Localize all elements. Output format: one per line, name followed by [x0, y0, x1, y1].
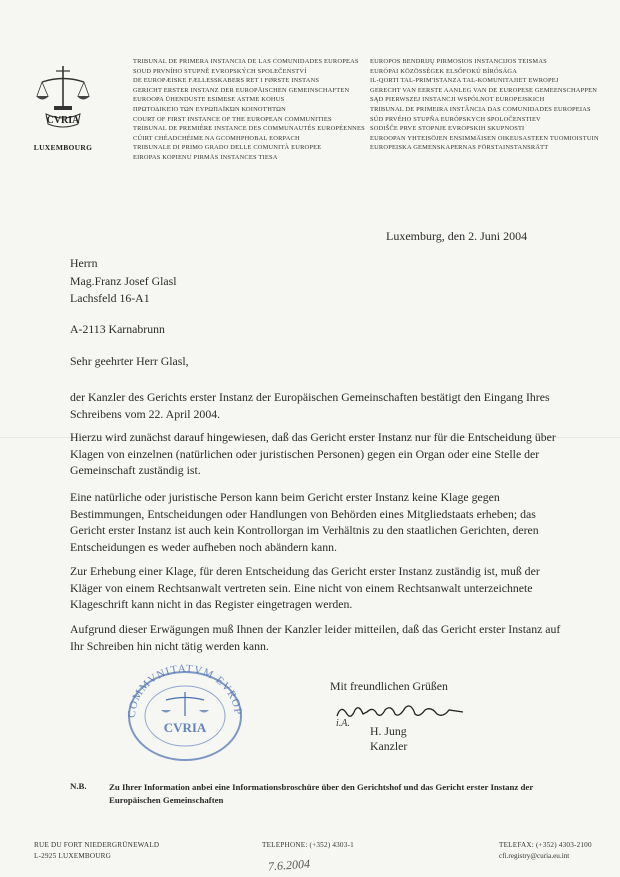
court-name-line: IL-QORTI TAL-PRIM'ISTANZA TAL-KOMUNITAJIET EWROPEJ — [370, 77, 559, 85]
fold-line — [0, 437, 620, 438]
phone-number: TELEPHONE: (+352) 4303-1 — [262, 841, 354, 849]
court-names-right — [370, 57, 599, 153]
recipient-line: Mag.Franz Josef Glasl — [70, 273, 177, 288]
court-name-line: SOUD PRVNÍHO STUPNĚ EVROPSKÝCH SPOLEČENSTVÍ — [133, 67, 307, 75]
recipient-line: Herrn — [70, 256, 98, 270]
court-name-line: SĄD PIERWSZEJ INSTANCJI WSPÓLNOT EUROPEJSKICH — [370, 96, 545, 104]
nb-text: Zu Ihrer Information anbei eine Informationsbroschüre über den Gerichtshof und das Gericht erster Instanz der Europäischen Gemeinschaften — [109, 782, 534, 805]
body-paragraph: Eine natürliche oder juristische Person kann beim Gericht erster Instanz keine Klage gegen Bestimmungen, Entscheidungen oder Handlungen von Behörden eines Mitgliedstaats erheben; das Gericht erster Instanz ist auch kein Kontrollorgan im Verhältnis zu den staatlichen Gerichten, deren Entscheidungen es weder aufheben noch abändern kann. — [70, 490, 539, 554]
body-paragraph: Hierzu wird zunächst darauf hingewiesen, daß das Gericht erster Instanz nur für die Entscheidung über Klagen von einzelnen (natürlichen oder juristischen Personen) gegen ein Organ oder eine Stelle der Gemeinschaft zuständig ist. — [70, 430, 556, 477]
closing: Mit freundlichen Grüßen — [330, 679, 448, 693]
body-paragraph: Aufgrund dieser Erwägungen muß Ihnen der Kanzler leider mitteilen, daß das Gericht erster Instanz auf Ihr Schreiben hin nicht tätig werden kann. — [70, 622, 561, 653]
recipient-city: A-2113 Karnabrunn — [70, 321, 165, 336]
court-logo — [28, 62, 98, 152]
court-name-line: ΠΡΩΤΟΔΙΚΕΊΟ ΤΩΝ ΕΥΡΩΠΑΪΚΏΝ ΚΟΙΝΟΤΉΤΩΝ — [133, 105, 286, 113]
recipient-address — [70, 255, 176, 338]
court-name-line: TRIBUNALE DI PRIMO GRADO DELLE COMUNITÀ EUROPEE — [133, 144, 322, 152]
nb-label: N.B. — [70, 781, 87, 791]
court-name-line: TRIBUNAL DE PREMIÈRE INSTANCE DES COMMUNAUTÉS EUROPÉENNES — [133, 125, 365, 133]
court-name-line: SÚD PRVÉHO STUPŇA EURÓPSKYCH SPOLOČENSTIEV — [370, 115, 541, 123]
court-name-line: TRIBUNAL DE PRIMERA INSTANCIA DE LAS COMUNIDADES EUROPEAS — [133, 58, 359, 65]
handwritten-date: 7.6.2004 — [267, 856, 311, 874]
court-name-line: EUROPOS BENDRIJŲ PIRMOSIOS INSTANCIJOS TEISMAS — [370, 58, 547, 65]
footer-phone — [262, 840, 354, 851]
footer-contact — [499, 840, 592, 862]
court-names-left — [133, 57, 365, 163]
court-name-line: SODIŠČE PRVE STOPNJE EVROPSKIH SKUPNOSTI — [370, 125, 525, 133]
logo-city: LUXEMBOURG — [33, 143, 93, 152]
footer-address — [34, 840, 159, 862]
fax-number: TELEFAX: (+352) 4303-2100 — [499, 841, 592, 849]
court-name-line: EIROPAS KOPIENU PIRMĀS INSTANCES TIESA — [133, 153, 278, 161]
footer-address-line: RUE DU FORT NIEDERGRÜNEWALD — [34, 841, 160, 849]
svg-text:COMMVNITATVM EVROPEARVM: COMMVNITATVM EVROP — [125, 662, 245, 719]
svg-text:CVRIA: CVRIA — [163, 720, 207, 735]
court-name-line: TRIBUNAL DE PRIMEIRA INSTÂNCIA DAS COMUNIDADES EUROPEIAS — [370, 105, 591, 113]
letter-date: Luxemburg, den 2. Juni 2004 — [386, 229, 528, 243]
court-name-line: GERICHT ERSTER INSTANZ DER EUROPÄISCHEN GEMEINSCHAFTEN — [133, 86, 350, 94]
court-name-line: DE EUROPÆISKE FÆLLESSKABERS RET I FØRSTE INSTANS — [133, 77, 320, 85]
recipient-line: Lachsfeld 16-A1 — [70, 291, 150, 305]
court-name-line: EUROPEISKA GEMENSKAPERNAS FÖRSTAINSTANSRÄTT — [370, 144, 549, 152]
signer-name: H. Jung — [370, 724, 407, 738]
signer-block — [370, 724, 407, 754]
court-name-line: EUROOPAN YHTEISÖJEN ENSIMMÄISEN OIKEUSASTEEN TUOMIOISTUIN — [370, 134, 599, 142]
court-seal — [120, 656, 250, 766]
court-name-line: EUROOPA ÜHENDUSTE ESIMESE ASTME KOHUS — [133, 96, 285, 104]
court-name-line: GERECHT VAN EERSTE AANLEG VAN DE EUROPESE GEMEENSCHAPPEN — [370, 86, 598, 94]
court-name-line: CÚIRT CHÉADCHÉIME NA GCOMHPHOBAL EORPACH — [133, 134, 300, 142]
court-name-line: EURÓPAI KÖZÖSSÉGEK ELSŐFOKÚ BÍRÓSÁGA — [370, 67, 518, 75]
svg-text:CVRIA: CVRIA — [46, 115, 80, 126]
signer-title: Kanzler — [370, 739, 408, 753]
signer-prefix: i.A. — [336, 718, 350, 729]
scales-of-justice-icon — [32, 62, 94, 140]
footer-address-line: L-2925 LUXEMBOURG — [34, 852, 112, 860]
court-name-line: COURT OF FIRST INSTANCE OF THE EUROPEAN COMMUNITIES — [133, 115, 332, 123]
body-paragraph: der Kanzler des Gerichts erster Instanz der Europäischen Gemeinschaften bestätigt den Eingang Ihres Schreibens vom 22. April 2004. — [70, 390, 550, 421]
body-paragraph: Zur Erhebung einer Klage, für deren Entscheidung das Gericht erster Instanz zuständig ist, muß der Kläger von einem Rechtsanwalt vertreten sein. Eine nicht von einem Rechtsanwalt unterzeichnete Klageschrift kann nicht in das Register eingetragen werden. — [70, 564, 540, 611]
email-address: cfi.registry@curia.eu.int — [499, 852, 570, 860]
salutation: Sehr geehrter Herr Glasl, — [70, 354, 189, 368]
